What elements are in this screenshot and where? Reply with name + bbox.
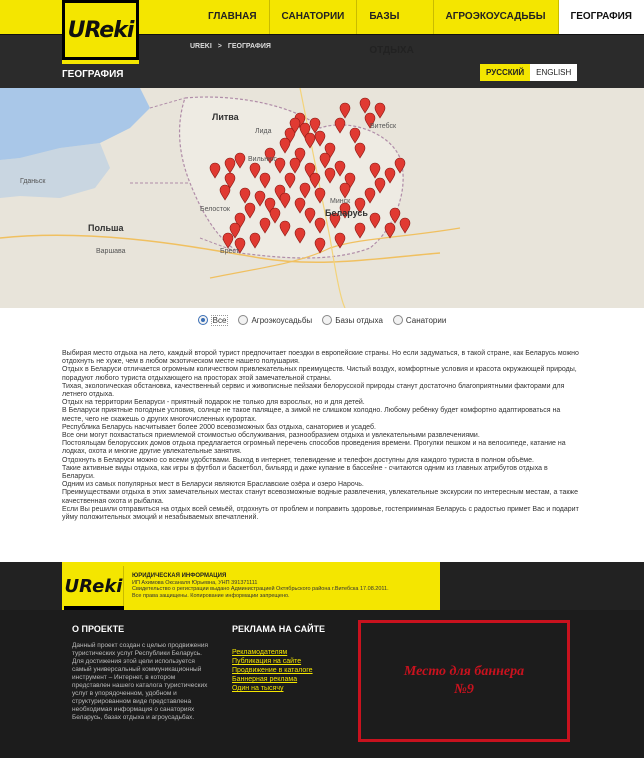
radio-all[interactable] [198, 315, 208, 325]
article-paragraph: Тихая, экологическая обстановка, качественный сервис и живописные пейзажи белорусской природы станут достаточно благоприятными факторами для летнего отдыха. [62, 382, 565, 399]
map-filter-group [0, 308, 644, 332]
article-paragraph: Если Вы решили отправиться на отдых всей семьёй, отдохнуть от проблем и поправить здоровье, гостеприимная Беларусь с радостью примет Вас и подарит уйму положительных эмоций и незабываемых впечатлений. [62, 505, 579, 522]
language-switcher [480, 64, 577, 81]
map-label-minsk: Минск [330, 198, 351, 205]
breadcrumb-separator: > [217, 43, 222, 50]
ads-link-banner-ads[interactable]: Баннерная реклама [232, 676, 298, 683]
radio-bases[interactable] [322, 315, 332, 325]
map-label-vilnius: Вильнюс [248, 156, 277, 163]
nav-sanatoriums[interactable]: САНАТОРИИ [269, 0, 357, 34]
footer-legal-band [0, 562, 644, 610]
ads-link-advertisers[interactable]: Рекламодателям [232, 649, 288, 656]
breadcrumb-current: ГЕОГРАФИЯ [227, 43, 271, 50]
article-paragraph: Отдых в Беларуси отличается огромным количеством привлекательных преимуществ. Чистый воздух, комфортные условия и красота окружающей природы, порадуют любого туриста отдыхающего на просторах этой замечательной страны. [62, 366, 577, 382]
lang-english-button[interactable]: ENGLISH [530, 64, 577, 81]
ads-link-catalog-promotion[interactable]: Продвижение в каталоге [232, 667, 313, 674]
nav-agro-estates[interactable]: АГРОЭКОУСАДЬБЫ [433, 0, 558, 34]
article-paragraph: Одним из самых популярных мест в Беларуси являются Браславские озёра и озеро Нарочь. [62, 481, 364, 489]
map-label-warsaw: Варшава [96, 248, 126, 255]
breadcrumb [190, 43, 277, 50]
map-label-vitebsk: Витебск [370, 123, 397, 130]
article-paragraph: В Беларуси приятные погодные условия, солнце не такое палящее, а зимой не слишком холодно. Любому ребёнку будет комфортно адаптироваться на месте, чего не скажешь о других многочисленных курортах. [62, 407, 561, 423]
breadcrumb-home[interactable]: UREKI [190, 43, 212, 50]
site-footer [0, 610, 644, 758]
locations-map[interactable] [0, 88, 644, 308]
footer-advertising [232, 624, 352, 693]
ads-title: РЕКЛАМА НА САЙТЕ [232, 624, 326, 634]
ads-link-one-in-thousand[interactable]: Один на тысячу [232, 685, 284, 692]
nav-recreation-bases[interactable]: БАЗЫ ОТДЫХА [356, 0, 432, 34]
filter-all[interactable]: Все [198, 315, 229, 326]
article-paragraph: Все они могут похвастаться приемлемой стоимостью обслуживания, разнообразием отдыха и увлекательными развлечениями. [62, 432, 480, 440]
map-label-gdansk: Гданьск [20, 178, 46, 185]
banner-placeholder[interactable]: Место для баннера №9 [358, 620, 570, 742]
radio-sanatoriums[interactable] [393, 315, 403, 325]
ads-link-publication[interactable]: Публикация на сайте [232, 658, 302, 665]
article-paragraph: Отдохнуть в Беларуси можно со всеми удобствами. Выход в интернет, телевидение и телефон доступны для каждого туриста в полном объёме. [62, 456, 534, 464]
map-label-belarus: Беларусь [325, 208, 368, 218]
footer-about [72, 624, 212, 722]
footer-logo[interactable]: UReki [64, 566, 124, 606]
filter-sanatoriums[interactable]: Санатории [393, 315, 446, 325]
page-title: ГЕОГРАФИЯ [62, 69, 124, 80]
article-body [0, 332, 644, 562]
site-header [0, 0, 644, 88]
article-paragraph: Преимуществами отдыха в этих замечательных местах станут всевозможные водные развлечения, увлекательные экскурсии по интересным местам, а также качественная охота и рыбалка. [62, 489, 578, 505]
article-paragraph: Республика Беларусь насчитывает более 2000 всевозможных баз отдыха, санаториев и усадеб. [62, 423, 376, 431]
map-label-lida: Лида [255, 128, 272, 135]
map-label-brest: Брест [220, 248, 240, 255]
map-label-lithuania: Литва [212, 112, 239, 122]
article-paragraph: Постояльцам белорусских домов отдыха предлагается огромный перечень способов проведения времени. Прогулки пешком и на велосипеде, катание на лодках, охота и многие другие увлекательные занятия. [62, 440, 566, 456]
radio-agro[interactable] [238, 315, 248, 325]
article-paragraph: Выбирая место отдыха на лето, каждый второй турист предпочитает поездки в европейские страны. Но если задуматься, в такой стране, как Беларусь можно отдохнуть не хуже, чем в любом экзотическом месте нашего полушария. [62, 350, 579, 366]
legal-info-title: ЮРИДИЧЕСКАЯ ИНФОРМАЦИЯ [132, 573, 227, 579]
nav-geography[interactable]: ГЕОГРАФИЯ [558, 0, 644, 34]
site-logo[interactable]: UReki [62, 0, 139, 60]
nav-home[interactable]: ГЛАВНАЯ [208, 11, 257, 22]
map-label-bialystok: Белосток [200, 206, 230, 213]
filter-agro[interactable]: Агроэкоусадьбы [238, 315, 312, 325]
map-canvas [0, 88, 644, 308]
about-title: О ПРОЕКТЕ [72, 624, 125, 634]
filter-bases[interactable]: Базы отдыха [322, 315, 383, 325]
legal-info: ЮРИДИЧЕСКАЯ ИНФОРМАЦИЯ ИП Ахимова Оксаналя Юрьевна, УНП 391371111 Свидетельство о регистрации выдано Администрацией Октябрьского района г.Витебска 17.08.2011. Все права защищены. Копирование информации запрещено. [132, 573, 389, 599]
map-label-poland: Польша [88, 223, 124, 233]
about-text: Данный проект создан с целью продвижения туристических услуг Республики Беларусь. Для достижения этой цели используется самый универсальный коммуникационный инструмент – Интернет, в котором представлен нашего каталога туристических услуг в упорядоченном, удобном и структурированном виде представлена необходимая информация о санаториях Беларусь, базах отдыха и агроусадьбах. [72, 642, 209, 721]
article-paragraph: Такие активные виды отдыха, как игры в футбол и баскетбол, бильярд и даже купание в бассейне - считаются одним из главных атрибутов отдыха в Беларуси. [62, 464, 548, 481]
lang-russian-button[interactable]: РУССКИЙ [480, 64, 530, 81]
article-paragraph: Отдых на территории Беларуси - приятный подарок не только для взрослых, но и для детей. [62, 399, 365, 407]
